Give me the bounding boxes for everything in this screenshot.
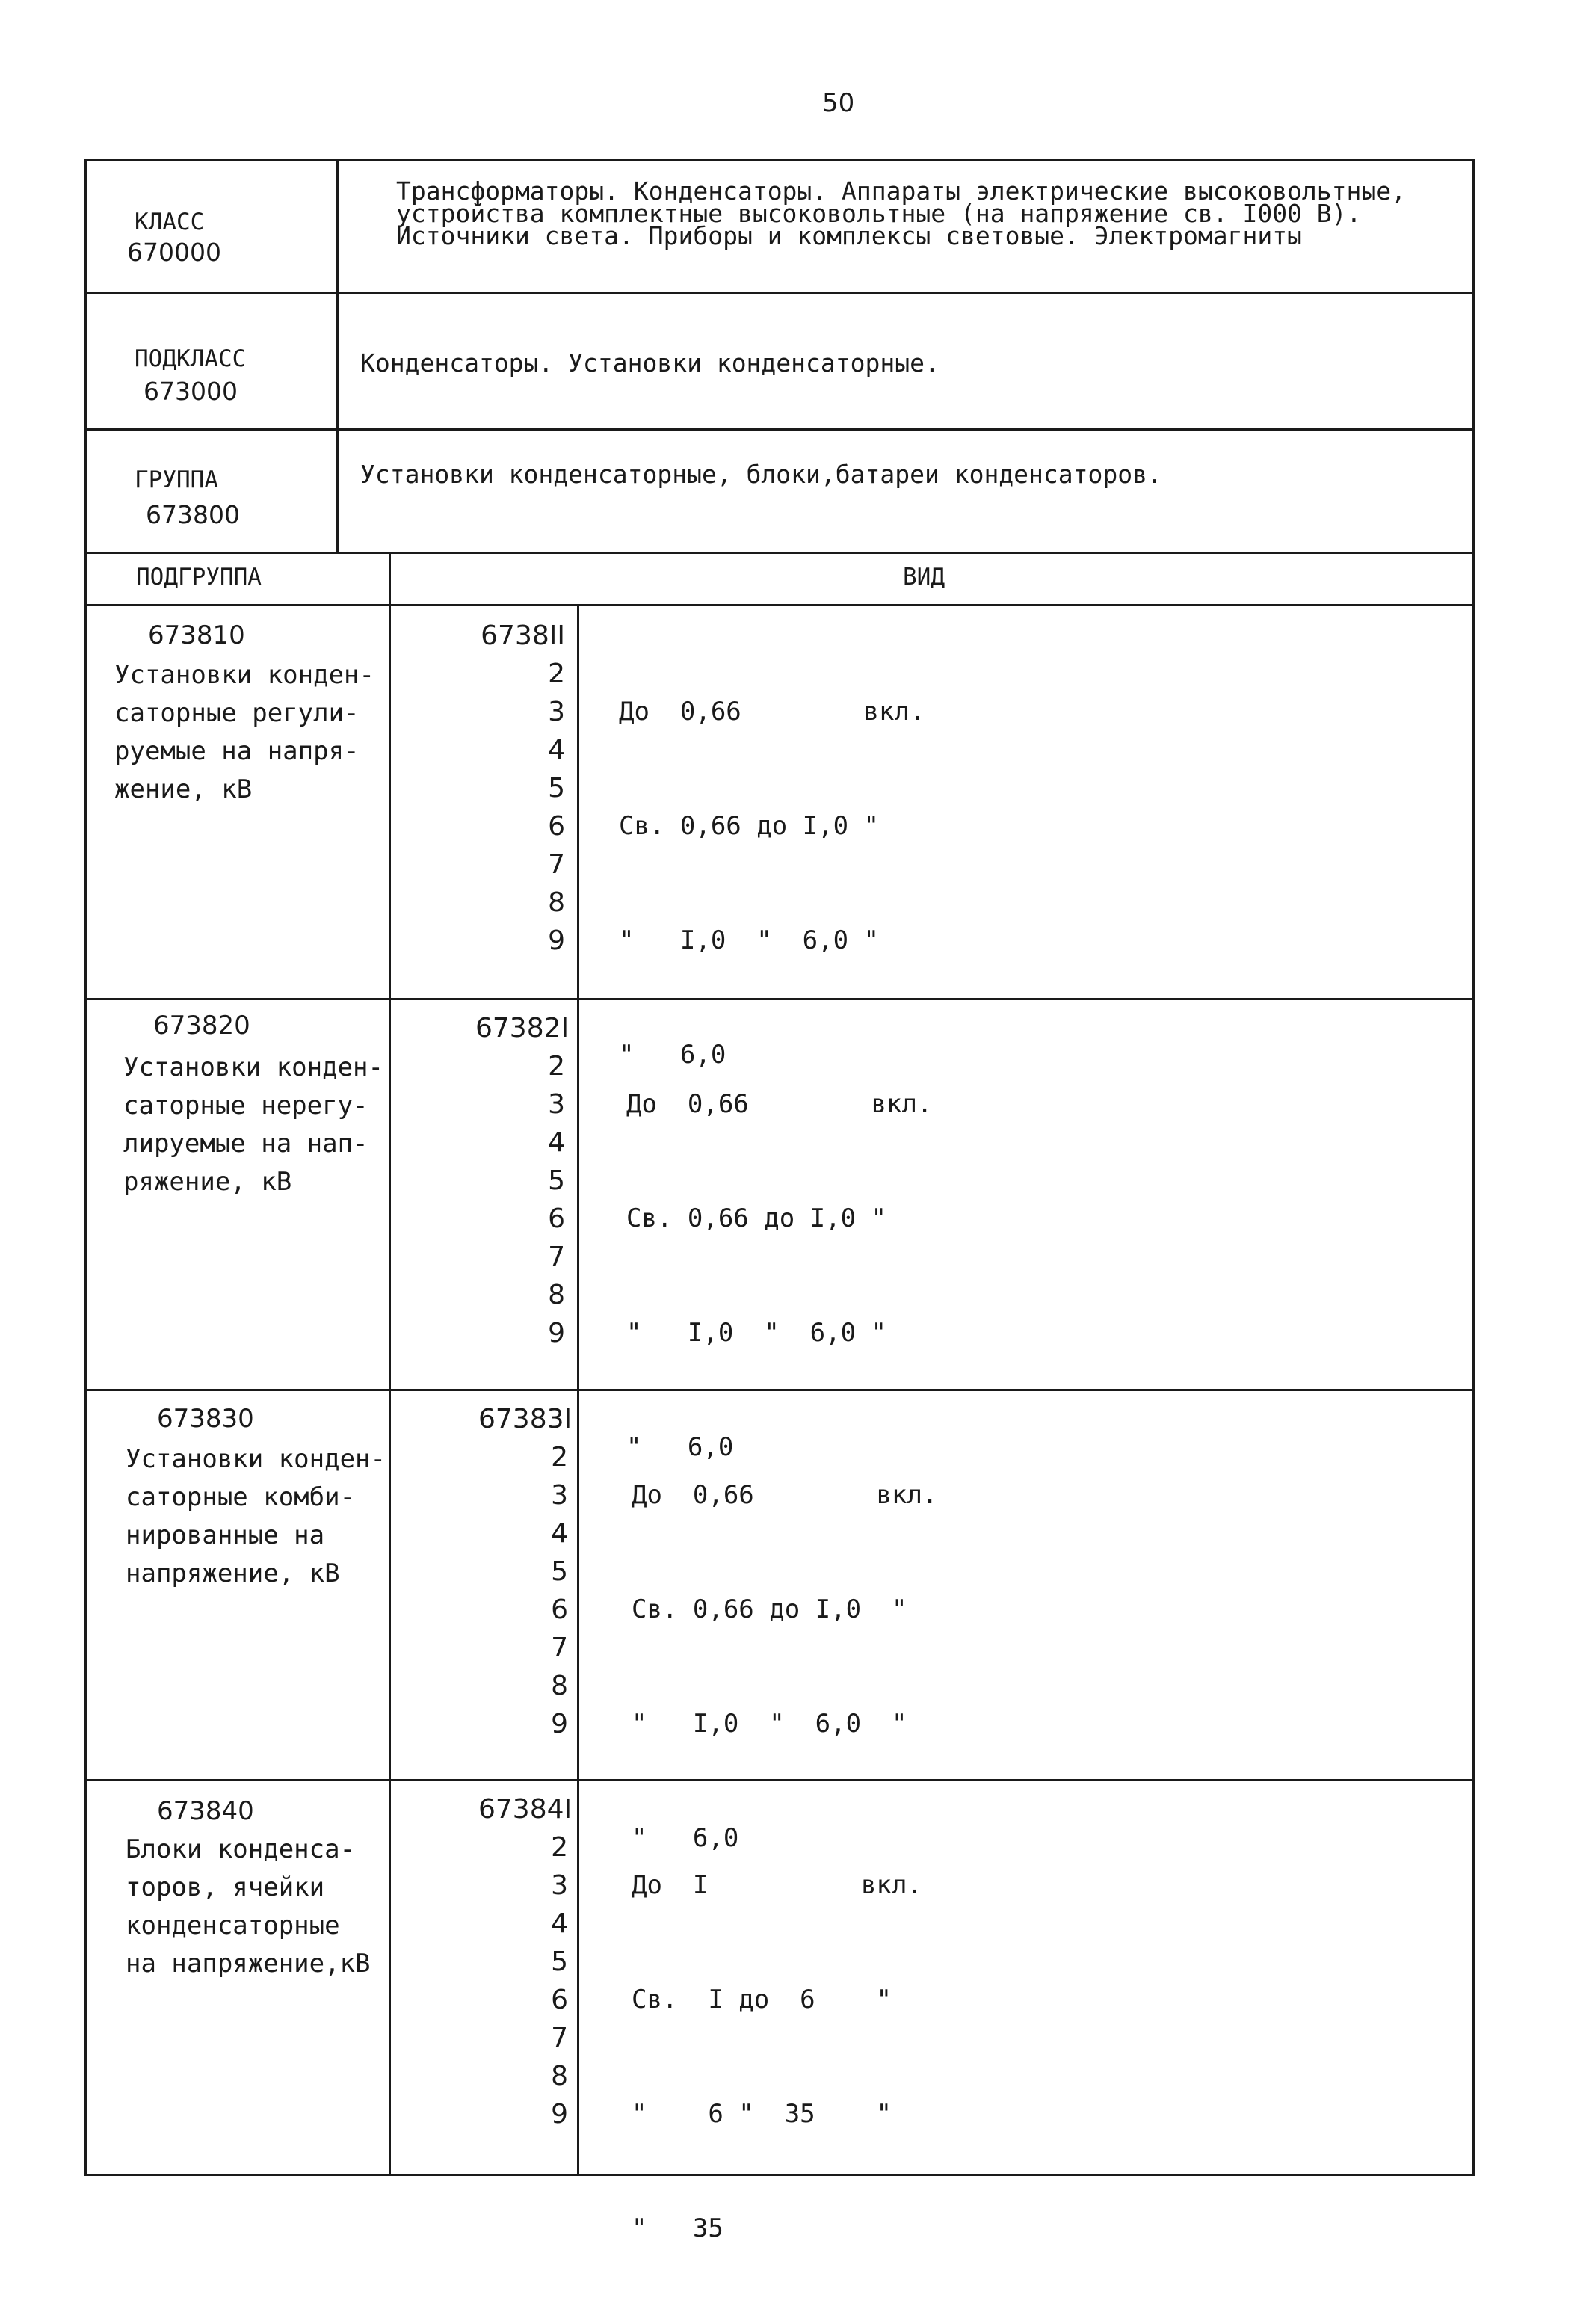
- klass-description-line: устройства комплектные высоковольтные (на напряжение св. I000 В).: [396, 199, 1362, 228]
- item-code: 5: [551, 1947, 568, 1977]
- vid-line: Св. 0,66 до I,0 ": [626, 1203, 886, 1233]
- vid-line: " 6 " 35 ": [632, 2099, 892, 2129]
- subgroup-description-line: торов, ячейки: [126, 1873, 325, 1902]
- vid-line: " 6,0: [632, 1823, 739, 1853]
- podklass-description: Конденсаторы. Установки конденсаторные.: [360, 348, 939, 377]
- subgroup-description-line: Установки конден-: [123, 1052, 383, 1082]
- subgroup-description-line: на напряжение,кВ: [126, 1949, 371, 1979]
- item-code: 4: [551, 1908, 568, 1939]
- subgroup-description-line: Установки конден-: [114, 660, 374, 690]
- subgroup-description-line: конденсаторные: [126, 1911, 340, 1941]
- item-codes: [475, 617, 565, 960]
- item-code: 2: [548, 659, 565, 689]
- item-code: 9: [551, 2099, 568, 2130]
- subgroup-description-line: саторные комби-: [126, 1482, 356, 1512]
- item-code: 6738II: [481, 620, 565, 651]
- item-code: 6: [551, 1594, 568, 1625]
- vid-line: До 0,66 вкл.: [619, 697, 925, 727]
- subgroup-description-line: ряжение, кВ: [123, 1167, 292, 1197]
- item-code: 67383I: [478, 1404, 573, 1434]
- item-code: 2: [548, 1051, 565, 1082]
- subgroup-description: [126, 1793, 410, 1983]
- vid-line: До I вкл.: [632, 1870, 922, 1900]
- vid-line: " 6,0: [619, 1040, 726, 1070]
- vid-line: До 0,66 вкл.: [626, 1089, 933, 1119]
- vid-line: Св. 0,66 до I,0 ": [619, 811, 879, 841]
- podklass-code: 673000: [144, 377, 238, 406]
- item-code: 7: [548, 1242, 565, 1272]
- subgroup-description-line: лируемые на нап-: [123, 1129, 368, 1159]
- item-code: 9: [551, 1709, 568, 1739]
- item-code: 6: [551, 1985, 568, 2015]
- klass-label: КЛАСС: [135, 209, 205, 235]
- subgroup-description-line: нированные на: [126, 1520, 325, 1550]
- item-code: 8: [548, 1280, 565, 1310]
- item-code: 2: [551, 1442, 568, 1473]
- item-code: 5: [551, 1556, 568, 1587]
- subgroup-description-line: напряжение, кВ: [126, 1559, 340, 1588]
- klass-code: 670000: [127, 238, 221, 267]
- klass-description-line: Трансформаторы. Конденсаторы. Аппараты электрические высоковольтные,: [396, 176, 1407, 206]
- subgroup-description-line: саторные нерегу-: [123, 1091, 368, 1121]
- subgroup-description-line: руемые на напря-: [114, 736, 360, 766]
- vid-line: Св. 0,66 до I,0 ": [632, 1594, 907, 1624]
- subgroup-description: [126, 1402, 410, 1593]
- item-code: 4: [548, 735, 565, 765]
- item-code: 5: [548, 773, 565, 804]
- subgroup-description-line: [126, 1402, 410, 1440]
- item-code: 8: [551, 2061, 568, 2092]
- vid-line: " 35: [632, 2213, 723, 2243]
- item-code: 67382I: [475, 1013, 570, 1044]
- klass-description-line: Источники света. Приборы и комплексы световые. Электромагниты: [396, 221, 1302, 250]
- vid-column-header: ВИД: [903, 564, 945, 591]
- item-code: 4: [551, 1518, 568, 1549]
- subgroup-code: 673830: [157, 1404, 254, 1434]
- item-code: 3: [551, 1870, 568, 1901]
- vid-line: Св. I до 6 ": [632, 1985, 892, 2015]
- subgroup-description-line: [123, 1011, 407, 1049]
- vid-line: " I,0 " 6,0 ": [626, 1318, 886, 1348]
- vid-line: " 6,0: [626, 1432, 734, 1462]
- item-code: 4: [548, 1127, 565, 1158]
- gruppa-description: Установки конденсаторные, блоки,батареи конденсаторов.: [360, 460, 1162, 489]
- vid-line: До 0,66 вкл.: [632, 1480, 938, 1510]
- item-code: 6: [548, 1203, 565, 1234]
- item-code: 8: [551, 1671, 568, 1701]
- subgroup-description-line: саторные регули-: [114, 698, 360, 728]
- item-code: 7: [551, 1633, 568, 1663]
- page-number: 50: [822, 88, 855, 118]
- item-code: 6: [548, 811, 565, 842]
- subgroup-code: 673820: [153, 1011, 250, 1041]
- subgroup-description: [114, 656, 398, 809]
- gruppa-label: ГРУППА: [135, 466, 218, 493]
- item-codes: [478, 1400, 573, 1743]
- item-code: 7: [551, 2023, 568, 2053]
- vid-values: [632, 1790, 922, 2324]
- item-code: 2: [551, 1832, 568, 1863]
- item-codes: [478, 1790, 573, 2133]
- item-code: 3: [548, 1089, 565, 1120]
- vid-line: " I,0 " 6,0 ": [632, 1709, 907, 1739]
- subgroup-description-line: жение, кВ: [114, 774, 253, 804]
- item-codes: [475, 1009, 570, 1352]
- item-code: 3: [548, 697, 565, 727]
- item-code: 8: [548, 887, 565, 918]
- item-code: 3: [551, 1480, 568, 1511]
- subgroup-code: 673840: [157, 1796, 254, 1826]
- subgroup-code: 673810: [148, 620, 245, 650]
- item-code: 9: [548, 925, 565, 956]
- item-code: 67384I: [478, 1794, 573, 1825]
- item-code: 5: [548, 1165, 565, 1196]
- gruppa-code: 673800: [146, 500, 240, 529]
- subgroup-description-line: [126, 1793, 410, 1831]
- item-code: 9: [548, 1318, 565, 1349]
- subgroup-description-line: Установки конден-: [126, 1444, 386, 1474]
- podgruppa-column-header: ПОДГРУППА: [136, 564, 262, 591]
- item-code: 7: [548, 849, 565, 880]
- vid-line: " I,0 " 6,0 ": [619, 925, 879, 955]
- subgroup-description-line: Блоки конденса-: [126, 1834, 356, 1864]
- klass-description: [396, 176, 1457, 251]
- podklass-label: ПОДКЛАСС: [135, 345, 247, 372]
- subgroup-description: [123, 1011, 407, 1201]
